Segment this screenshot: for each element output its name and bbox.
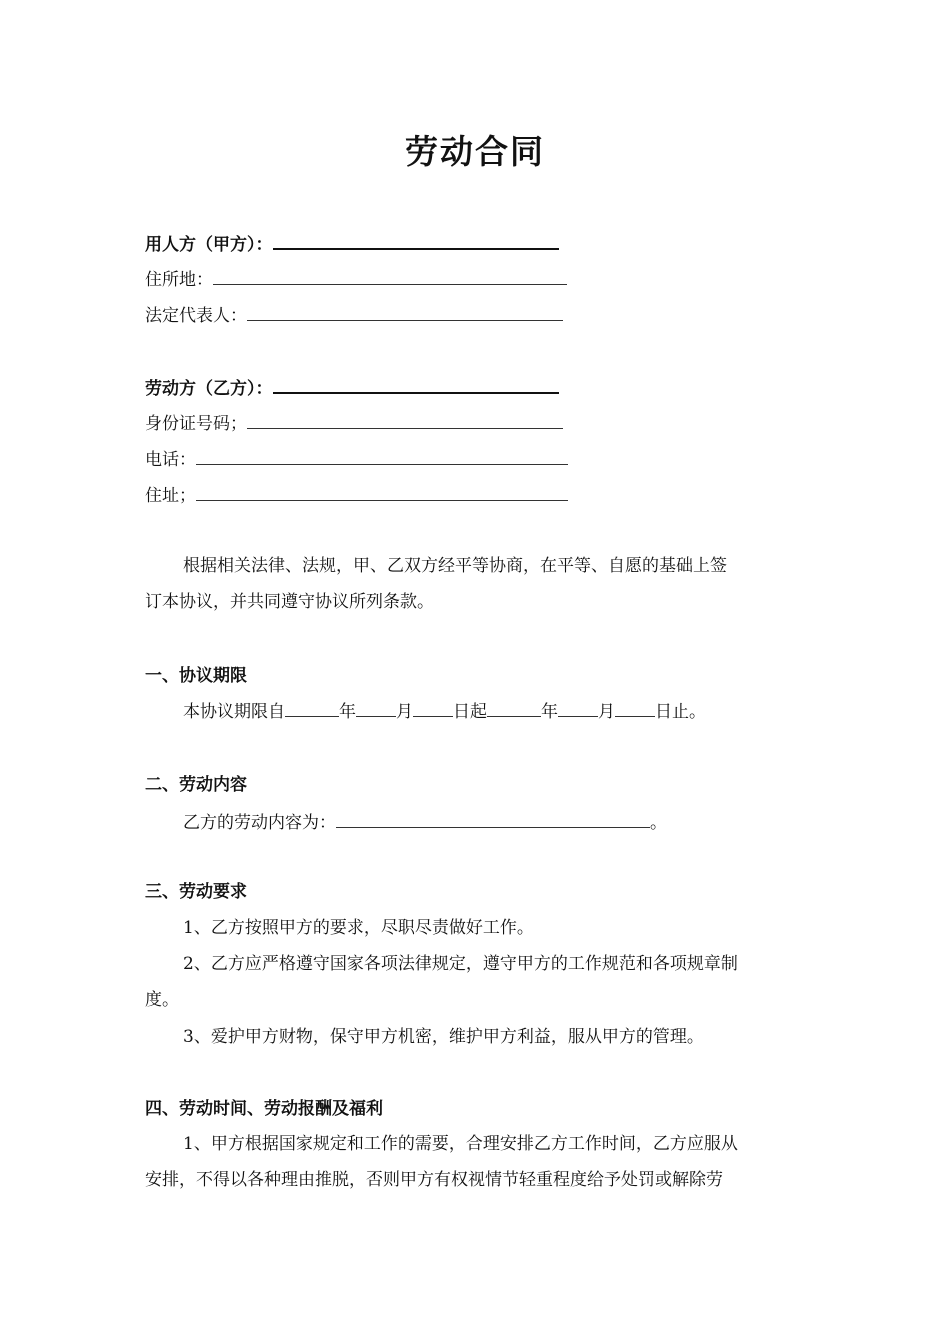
section-2-heading: 二、劳动内容 bbox=[145, 775, 247, 795]
party-a-label: 用人方（甲方）： bbox=[145, 235, 273, 255]
section-3-item-2 bbox=[145, 946, 807, 1018]
work-content-end: 。 bbox=[650, 813, 667, 833]
start-month-label: 月 bbox=[396, 702, 413, 722]
work-content-label: 乙方的劳动内容为： bbox=[183, 813, 336, 833]
start-year-blank[interactable] bbox=[285, 700, 339, 717]
party-a-name-blank[interactable] bbox=[273, 232, 559, 250]
party-b-address-line bbox=[145, 484, 568, 508]
section-3-heading: 三、劳动要求 bbox=[145, 882, 247, 902]
end-year-blank[interactable] bbox=[487, 700, 541, 717]
section-3-item-2-line-1: 2、乙方应严格遵守国家各项法律规定，遵守甲方的工作规范和各项规章制 bbox=[183, 954, 738, 974]
section-2-content-line bbox=[183, 811, 667, 835]
party-b-name-blank[interactable] bbox=[273, 376, 559, 394]
party-b-phone-label: 电话： bbox=[145, 450, 196, 470]
party-b-line bbox=[145, 376, 559, 401]
party-b-id-blank[interactable] bbox=[247, 412, 563, 429]
party-b-label: 劳动方（乙方）： bbox=[145, 379, 273, 399]
party-a-rep-line bbox=[145, 304, 563, 328]
end-month-blank[interactable] bbox=[558, 700, 598, 717]
intro-line-2: 订本协议，并共同遵守协议所列条款。 bbox=[145, 592, 434, 612]
party-a-line bbox=[145, 232, 559, 257]
section-4-item-1 bbox=[145, 1126, 807, 1198]
party-a-address-label: 住所地： bbox=[145, 270, 213, 290]
party-b-id-label: 身份证号码； bbox=[145, 414, 247, 434]
intro-paragraph bbox=[145, 548, 807, 620]
section-3-item-3: 3、爱护甲方财物，保守甲方机密，维护甲方利益，服从甲方的管理。 bbox=[183, 1027, 704, 1047]
start-year-label: 年 bbox=[339, 702, 356, 722]
section-3-item-1: 1、乙方按照甲方的要求，尽职尽责做好工作。 bbox=[183, 918, 534, 938]
section-4-item-1-line-1: 1、甲方根据国家规定和工作的需要，合理安排乙方工作时间，乙方应服从 bbox=[183, 1134, 738, 1154]
party-a-address-line bbox=[145, 268, 567, 292]
party-b-address-label: 住址； bbox=[145, 486, 196, 506]
start-month-blank[interactable] bbox=[356, 700, 396, 717]
start-day-label: 日起 bbox=[453, 702, 487, 722]
work-content-blank[interactable] bbox=[336, 811, 650, 828]
start-day-blank[interactable] bbox=[413, 700, 453, 717]
party-a-rep-blank[interactable] bbox=[247, 304, 563, 321]
section-4-item-1-line-2: 安排，不得以各种理由推脱，否则甲方有权视情节轻重程度给予处罚或解除劳 bbox=[145, 1170, 723, 1190]
intro-line-1: 根据相关法律、法规，甲、乙双方经平等协商，在平等、自愿的基础上签 bbox=[183, 556, 727, 576]
party-b-phone-line bbox=[145, 448, 568, 472]
end-year-label: 年 bbox=[541, 702, 558, 722]
party-b-address-blank[interactable] bbox=[196, 484, 568, 501]
term-text-start: 本协议期限自 bbox=[183, 702, 285, 722]
end-month-label: 月 bbox=[598, 702, 615, 722]
party-b-phone-blank[interactable] bbox=[196, 448, 568, 465]
section-3-item-2-line-2: 度。 bbox=[145, 990, 179, 1010]
section-4-heading: 四、劳动时间、劳动报酬及福利 bbox=[145, 1099, 383, 1119]
party-a-rep-label: 法定代表人： bbox=[145, 306, 247, 326]
end-day-label: 日止。 bbox=[655, 702, 706, 722]
section-1-heading: 一、协议期限 bbox=[145, 666, 247, 686]
party-b-id-line bbox=[145, 412, 563, 436]
end-day-blank[interactable] bbox=[615, 700, 655, 717]
section-1-term-line bbox=[183, 700, 706, 724]
party-a-address-blank[interactable] bbox=[213, 268, 567, 285]
document-title: 劳动合同 bbox=[405, 132, 545, 171]
